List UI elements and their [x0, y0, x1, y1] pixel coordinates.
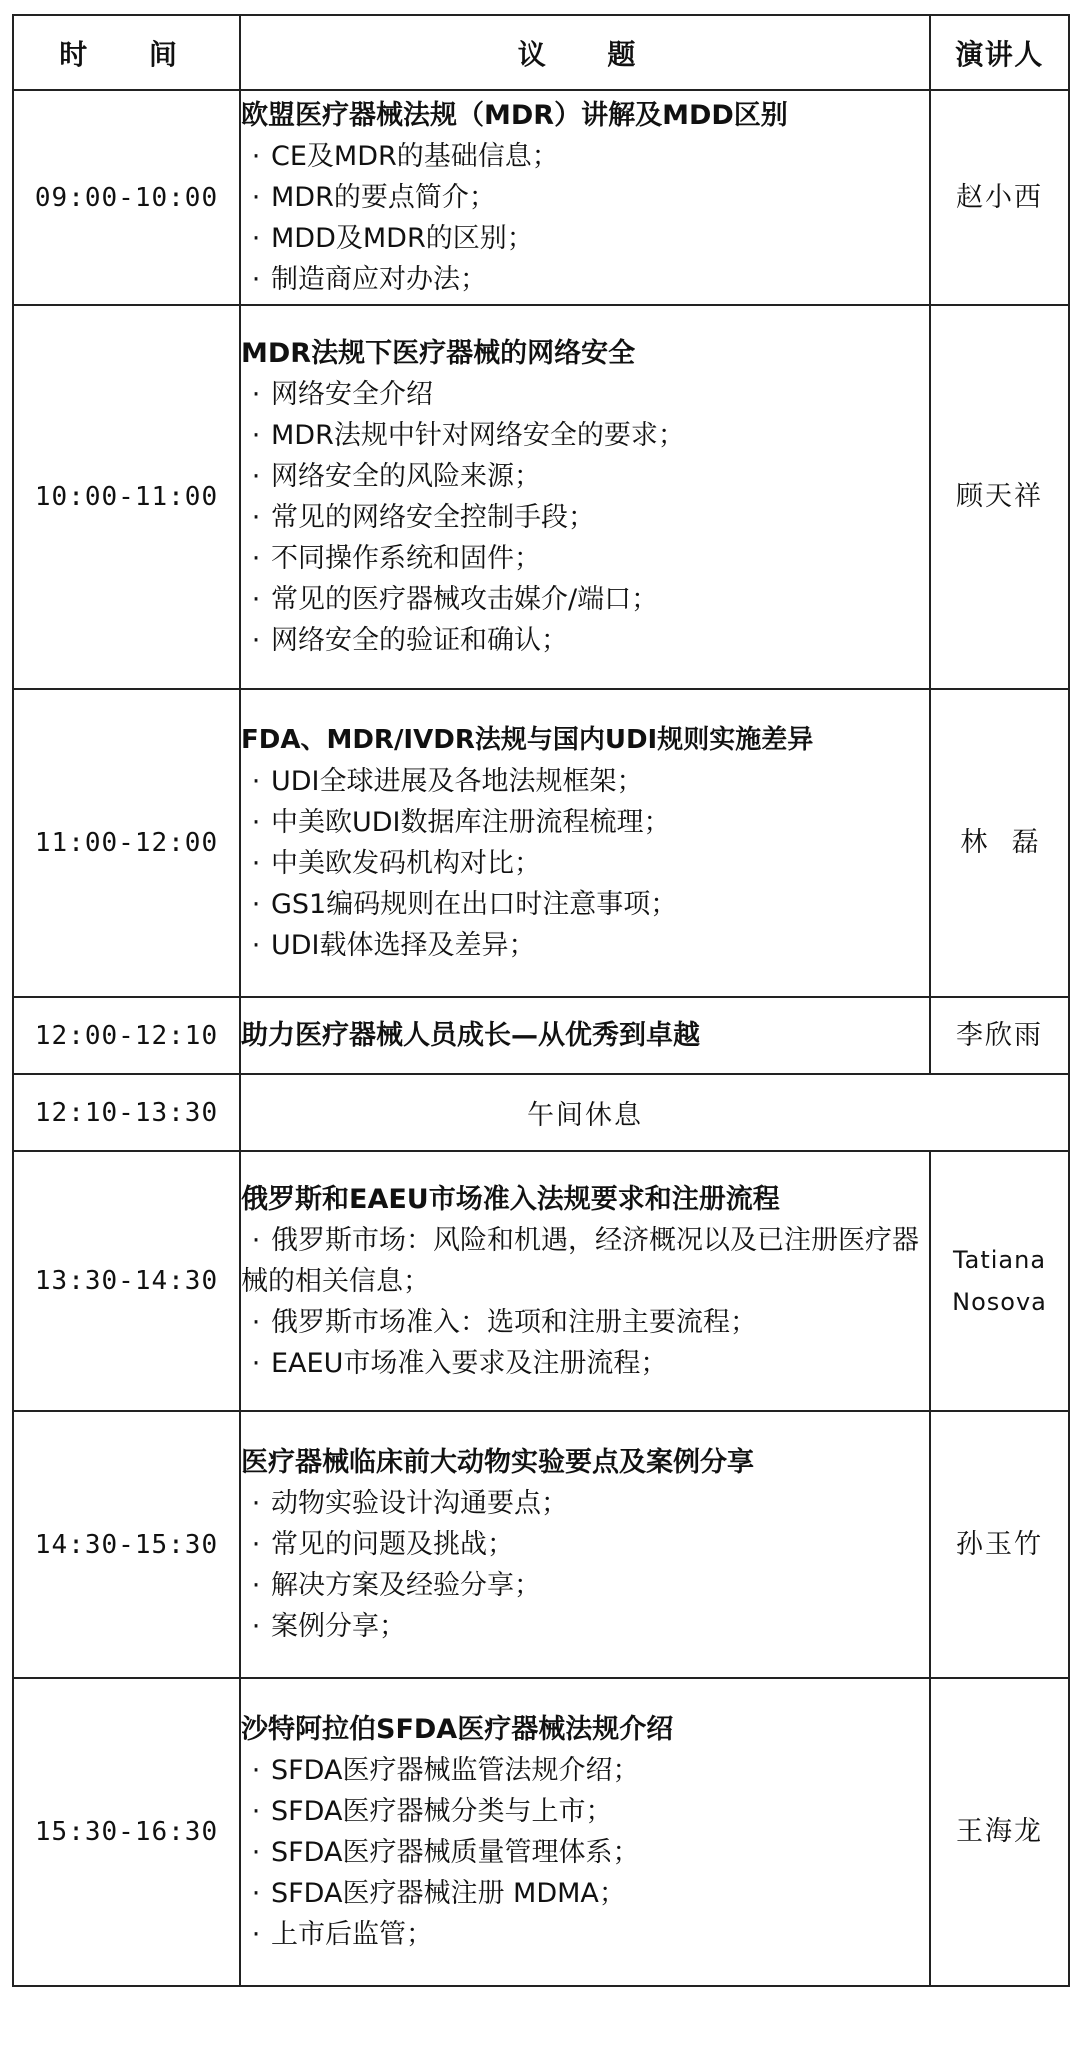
break-row	[13, 1074, 1069, 1151]
session-speaker: 王海龙	[930, 1678, 1069, 1986]
session-bullet	[241, 374, 929, 415]
session-bullet	[241, 843, 929, 884]
bullet-text: 制造商应对办法；	[271, 264, 487, 295]
session-bullet	[241, 884, 929, 925]
bullet-text: 中美欧发码机构对比；	[271, 848, 541, 879]
session-title: 欧盟医疗器械法规（MDR）讲解及MDD区别	[241, 100, 788, 131]
bullet-text: 俄罗斯市场：风险和机遇，经济概况以及已注册医疗器械的相关信息；	[241, 1224, 919, 1297]
session-row	[13, 1411, 1069, 1678]
session-bullet	[241, 761, 929, 802]
session-topic	[240, 997, 930, 1074]
bullet-dot-icon: ·	[251, 584, 261, 615]
session-row	[13, 90, 1069, 305]
session-bullet	[241, 1832, 929, 1873]
header-row	[13, 15, 1069, 90]
bullet-dot-icon: ·	[251, 1796, 261, 1827]
session-title: MDR法规下医疗器械的网络安全	[241, 338, 636, 369]
session-time: 11:00-12:00	[13, 689, 240, 997]
bullet-text: 常见的网络安全控制手段；	[271, 502, 595, 533]
session-bullet	[241, 1302, 929, 1343]
session-bullet	[241, 1914, 929, 1955]
session-bullet	[241, 497, 929, 538]
session-bullet	[241, 1606, 929, 1647]
session-time: 10:00-11:00	[13, 305, 240, 689]
bullet-dot-icon: ·	[251, 141, 261, 172]
bullet-dot-icon: ·	[251, 1488, 261, 1519]
bullet-dot-icon: ·	[251, 848, 261, 879]
bullet-text: 网络安全的验证和确认；	[271, 625, 568, 656]
session-bullet	[241, 136, 929, 177]
bullet-text: 常见的医疗器械攻击媒介/端口；	[271, 584, 659, 615]
bullet-dot-icon: ·	[251, 461, 261, 492]
session-row	[13, 1678, 1069, 1986]
session-bullet	[241, 1483, 929, 1524]
session-time: 12:00-12:10	[13, 997, 240, 1074]
session-speaker: 孙玉竹	[930, 1411, 1069, 1678]
break-label: 午间休息	[240, 1074, 1069, 1151]
session-topic	[240, 1151, 930, 1411]
bullet-dot-icon: ·	[251, 930, 261, 961]
bullet-text: 不同操作系统和固件；	[271, 543, 541, 574]
session-bullet	[241, 1343, 929, 1384]
session-bullet	[241, 620, 929, 661]
bullet-text: 网络安全的风险来源；	[271, 461, 541, 492]
session-speaker: 林磊	[930, 689, 1069, 997]
session-bullet	[241, 177, 929, 218]
bullet-text: SFDA医疗器械分类与上市；	[271, 1796, 613, 1827]
bullet-text: GS1编码规则在出口时注意事项；	[271, 889, 678, 920]
bullet-dot-icon: ·	[251, 1347, 261, 1379]
bullet-text: 中美欧UDI数据库注册流程梳理；	[271, 807, 671, 838]
bullet-text: 动物实验设计沟通要点；	[271, 1488, 568, 1519]
session-time: 09:00-10:00	[13, 90, 240, 305]
bullet-text: 常见的问题及挑战；	[271, 1529, 514, 1560]
bullet-dot-icon: ·	[251, 1837, 261, 1868]
session-bullet	[241, 925, 929, 966]
bullet-dot-icon: ·	[251, 223, 261, 254]
session-title: 助力医疗器械人员成长—从优秀到卓越	[241, 1020, 700, 1051]
session-bullet	[241, 259, 929, 300]
session-speaker: 顾天祥	[930, 305, 1069, 689]
session-speaker: 李欣雨	[930, 997, 1069, 1074]
bullet-text: CE及MDR的基础信息；	[271, 141, 559, 172]
bullet-text: 案例分享；	[271, 1611, 406, 1642]
bullet-text: MDR法规中针对网络安全的要求；	[271, 420, 685, 451]
header-time: 时 间	[13, 15, 240, 90]
session-title: 俄罗斯和EAEU市场准入法规要求和注册流程	[241, 1183, 780, 1215]
session-topic	[240, 689, 930, 997]
session-bullet	[241, 456, 929, 497]
session-bullet	[241, 1220, 929, 1302]
bullet-text: MDD及MDR的区别；	[271, 223, 534, 254]
session-bullet	[241, 538, 929, 579]
bullet-dot-icon: ·	[251, 502, 261, 533]
session-time: 14:30-15:30	[13, 1411, 240, 1678]
bullet-dot-icon: ·	[251, 807, 261, 838]
bullet-dot-icon: ·	[251, 264, 261, 295]
bullet-text: SFDA医疗器械质量管理体系；	[271, 1837, 640, 1868]
session-bullet	[241, 1873, 929, 1914]
bullet-text: 俄罗斯市场准入：选项和注册主要流程；	[271, 1306, 757, 1338]
bullet-text: SFDA医疗器械注册 MDMA；	[271, 1878, 626, 1909]
session-title: 沙特阿拉伯SFDA医疗器械法规介绍	[241, 1714, 674, 1745]
bullet-dot-icon: ·	[251, 1611, 261, 1642]
session-bullet	[241, 1750, 929, 1791]
session-row	[13, 689, 1069, 997]
session-title: 医疗器械临床前大动物实验要点及案例分享	[241, 1447, 754, 1478]
session-bullet	[241, 579, 929, 620]
header-speaker: 演讲人	[930, 15, 1069, 90]
bullet-text: MDR的要点简介；	[271, 182, 496, 213]
session-time: 15:30-16:30	[13, 1678, 240, 1986]
bullet-text: UDI全球进展及各地法规框架；	[271, 766, 644, 797]
speaker-first-name: Tatiana	[952, 1246, 1047, 1274]
session-bullet	[241, 1791, 929, 1832]
session-row	[13, 1151, 1069, 1411]
session-bullet	[241, 1565, 929, 1606]
bullet-dot-icon: ·	[251, 543, 261, 574]
bullet-dot-icon: ·	[251, 1878, 261, 1909]
bullet-dot-icon: ·	[251, 1224, 261, 1256]
bullet-dot-icon: ·	[251, 625, 261, 656]
bullet-dot-icon: ·	[251, 1919, 261, 1950]
bullet-dot-icon: ·	[251, 420, 261, 451]
bullet-dot-icon: ·	[251, 889, 261, 920]
bullet-dot-icon: ·	[251, 1306, 261, 1338]
session-speaker: 赵小西	[930, 90, 1069, 305]
session-topic	[240, 305, 930, 689]
bullet-dot-icon: ·	[251, 766, 261, 797]
session-title: FDA、MDR/IVDR法规与国内UDI规则实施差异	[241, 725, 814, 755]
bullet-text: 解决方案及经验分享；	[271, 1570, 541, 1601]
session-time: 13:30-14:30	[13, 1151, 240, 1411]
bullet-text: 上市后监管；	[271, 1919, 433, 1950]
session-topic	[240, 90, 930, 305]
bullet-dot-icon: ·	[251, 182, 261, 213]
session-time: 12:10-13:30	[13, 1074, 240, 1151]
bullet-text: UDI载体选择及差异；	[271, 930, 536, 961]
bullet-text: SFDA医疗器械监管法规介绍；	[271, 1755, 640, 1786]
bullet-dot-icon: ·	[251, 1529, 261, 1560]
bullet-dot-icon: ·	[251, 1570, 261, 1601]
speaker-last-name: Nosova	[952, 1288, 1047, 1316]
bullet-dot-icon: ·	[251, 1755, 261, 1786]
session-speaker	[930, 1151, 1069, 1411]
session-topic	[240, 1411, 930, 1678]
session-bullet	[241, 802, 929, 843]
agenda-table	[12, 14, 1070, 1987]
session-bullet	[241, 415, 929, 456]
header-topic: 议 题	[240, 15, 930, 90]
session-topic	[240, 1678, 930, 1986]
session-bullet	[241, 218, 929, 259]
bullet-dot-icon: ·	[251, 379, 261, 410]
session-row	[13, 997, 1069, 1074]
bullet-text: EAEU市场准入要求及注册流程；	[271, 1347, 668, 1379]
session-row	[13, 305, 1069, 689]
session-bullet	[241, 1524, 929, 1565]
bullet-text: 网络安全介绍	[271, 379, 433, 410]
